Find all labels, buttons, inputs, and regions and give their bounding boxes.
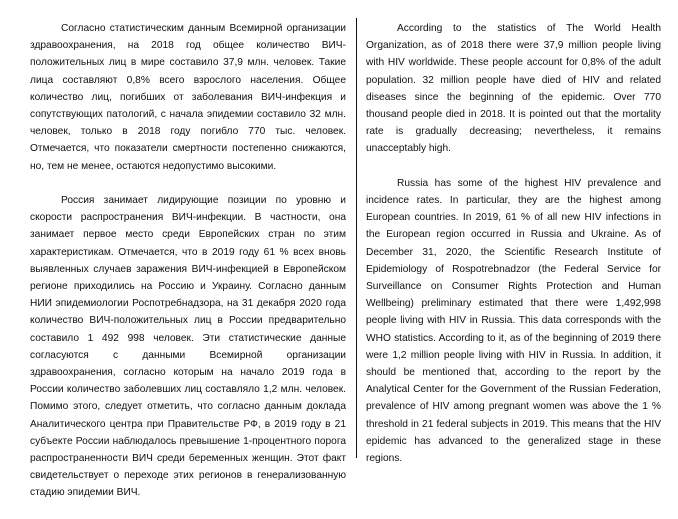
russian-column — [30, 20, 346, 519]
english-paragraph-2: Russia has some of the highest HIV prevalence and incidence rates. In particular, they are the highest among European countries. In 2019, 61 % of all new HIV infections in the European region occurred in Russia and Ukraine. As of December 31, 2020, the Scientific Research Institute of Epidemiology of Rospotrebnadzor (the Federal Service for Surveillance on Consumer Rights Protection and Human Wellbeing) preliminary estimated that there were 1,492,998 people living with HIV in Russia. This data corresponds with the WHO statistics. According to it, as of the beginning of 2019 there were 1,2 million people living with HIV in Russia. In addition, it should be mentioned that, according to the report by the Analytical Center for the Government of the Russian Federation, prevalence of HIV among pregnant women was above the 1 % threshold in 21 federal subjects in 2019. This means that the HIV epidemic has advanced to the generalized stage in these regions. — [366, 177, 661, 465]
english-column — [366, 20, 661, 484]
russian-paragraph-2: Россия занимает лидирующие позиции по уровню и скорости распространения ВИЧ-инфекции. В частности, она занимает первое место среди Европейских стран по этим характеристикам. Отмечается, что в 2019 году 61 % всех вновь выявленных случаев заражения ВИЧ-инфекцией в Европейском регионе приходились на Россию и Украину. Согласно данным НИИ эпидемиологии Роспотребнадзора, на 31 декабря 2020 года количество ВИЧ-положительных лиц в России предварительно составило 1 492 998 человек. Эти статистические данные согласуются с данными Всемирной организации здравоохранения, согласно которым на начало 2019 года в России количество заболевших лиц составляло 1,2 млн. человек. Помимо этого, следует отметить, что согласно данным доклада Аналитического центра при Правительстве РФ, в 2019 году в 21 субъекте России наблюдалось превышение 1-процентного порога распространенности ВИЧ среди беременных женщин. Этот факт свидетельствует о переходе этих регионов в генерализованную стадию эпидемии ВИЧ. — [30, 195, 346, 499]
column-divider — [356, 18, 357, 458]
english-paragraph-1: According to the statistics of The World Health Organization, as of 2018 there were 37,9 million people living with HIV worldwide. These people account for 0,8% of the adult population. 32 million people have died of HIV and related diseases since the beginning of the epidemic. Over 770 thousand people died in 2018. It is pointed out that the mortality rate is gradually decreasing; nevertheless, it remains unacceptably high. — [366, 23, 661, 155]
russian-paragraph-1: Согласно статистическим данным Всемирной организации здравоохранения, на 2018 год общее количество ВИЧ-положительных лиц в мире составило 37,9 млн. человек. Такие лица составляют 0,8% всего взрослого населения. Общее количество лиц, погибших от заболевания ВИЧ-инфекция и сопутствующих патологий, с начала эпидемии составило 32 млн. человек, только в 2018 году погибло 770 тыс. человек. Отмечается, что показатели смертности постепенно снижаются, но, тем не менее, остаются недопустимо высокими. — [30, 23, 346, 172]
